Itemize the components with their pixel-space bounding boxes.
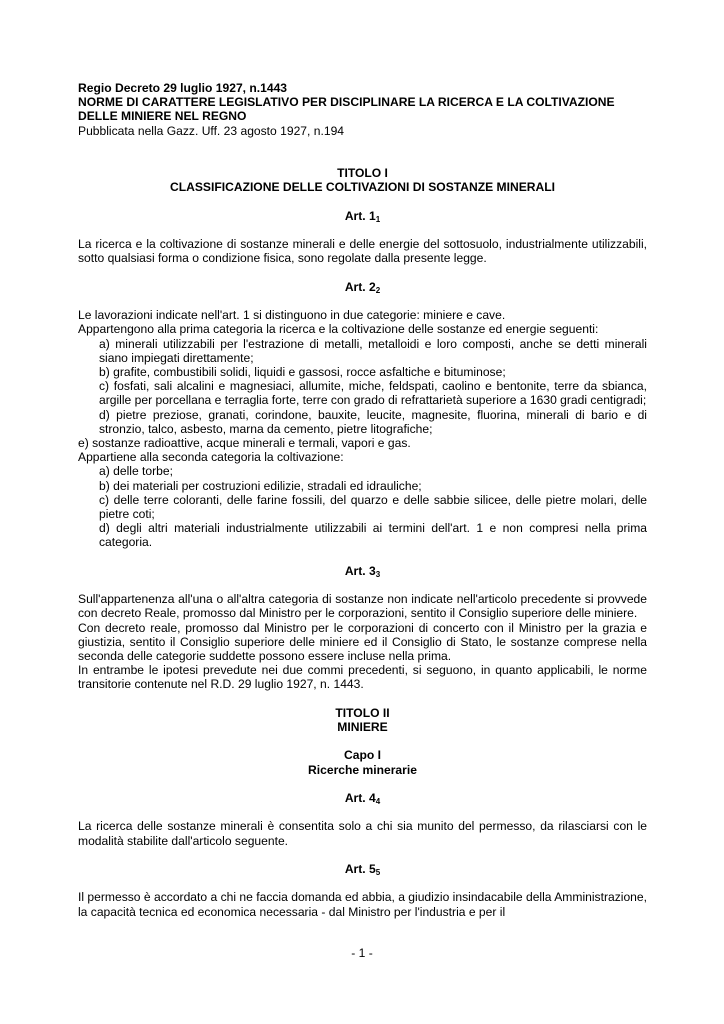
decree-reference: Regio Decreto 29 luglio 1927, n.1443 <box>78 81 288 95</box>
decree-title-line1: NORME DI CARATTERE LEGISLATIVO PER DISCIPLINARE LA RICERCA E LA COLTIVAZIONE <box>78 95 615 110</box>
art-4-text: La ricerca delle sostanze minerali è consentita solo a chi sia munito del permesso, da rilasciarsi con le modalità stabilite dall'articolo seguente. <box>78 819 647 848</box>
page-number: - 1 - <box>351 946 373 960</box>
category-1-item-c: c) fosfati, sali alcalini e magnesiaci, allumite, miche, feldspati, caolino e bentonite, terre da sbianca, argille per porcellana e terraglia forte, terre con grado di refrattarietà superiore a 1630 gradi centigradi; <box>99 379 647 408</box>
category-2-item-c: c) delle terre coloranti, delle farine fossili, del quarzo e delle sabbie silicee, delle pietre molari, delle pietre coti; <box>99 492 647 521</box>
art-2-heading <box>78 280 647 294</box>
art-1-heading <box>78 209 647 223</box>
category-2-item-b: b) dei materiali per costruzioni edilizie, stradali ed idrauliche; <box>99 478 422 493</box>
footnote-ref-3: 3 <box>375 569 381 579</box>
art-3-paragraph-1: Sull'appartenenza all'una o all'altra categoria di sostanze non indicate nell'articolo precedente si provvede con decreto Reale, promosso dal Ministro per le corporazioni, sentito il Consiglio superiore delle miniere. <box>78 592 647 621</box>
art-4-label: Art. 4 <box>344 790 376 805</box>
titolo-2-label: TITOLO II <box>335 705 390 720</box>
art-3-heading <box>78 564 647 578</box>
art-2-label: Art. 2 <box>344 279 376 294</box>
capo-1-label: Capo I <box>344 748 381 763</box>
footnote-ref-4: 4 <box>375 796 381 806</box>
art-5-heading <box>78 862 647 876</box>
art-2-intro-2: Appartengono alla prima categoria la ricerca e la coltivazione delle sostanze ed energie seguenti: <box>78 322 599 337</box>
art-3-paragraph-2: Con decreto reale, promosso dal Ministro per le corporazioni di concerto con il Ministro per la grazia e giustizia, sentito il Consiglio superiore delle miniere ed il Consiglio di Stato, le sostanze comprese nella seconda delle categorie suddette possono essere incluse nella prima. <box>78 620 647 663</box>
category-1-item-b: b) grafite, combustibili solidi, liquidi e gassosi, rocce asfaltiche e bituminose; <box>99 364 506 379</box>
titolo-1-label: TITOLO I <box>337 166 388 181</box>
footnote-ref-2: 2 <box>375 285 381 295</box>
category-1-item-e: e) sostanze radioattive, acque minerali e termali, vapori e gas. <box>78 435 411 450</box>
art-3-label: Art. 3 <box>344 563 376 578</box>
art-2-intro-3: Appartiene alla seconda categoria la coltivazione: <box>78 450 344 465</box>
art-5-label: Art. 5 <box>344 861 376 876</box>
art-4-heading <box>78 791 647 805</box>
art-2-intro-1: Le lavorazioni indicate nell'art. 1 si distinguono in due categorie: miniere e cave. <box>78 308 506 323</box>
titolo-1-heading: CLASSIFICAZIONE DELLE COLTIVAZIONI DI SOSTANZE MINERALI <box>170 180 555 195</box>
category-1-item-a: a) minerali utilizzabili per l'estrazione di metalli, metalloidi e loro composti, anche se detti minerali siano impiegati direttamente; <box>99 336 647 365</box>
document-page <box>78 81 647 919</box>
titolo-2-heading: MINIERE <box>337 720 388 734</box>
decree-title-line2: DELLE MINIERE NEL REGNO <box>78 109 247 124</box>
footnote-ref-5: 5 <box>375 867 381 877</box>
capo-1-heading: Ricerche minerarie <box>308 762 417 777</box>
art-3-paragraph-3: In entrambe le ipotesi prevedute nei due commi precedenti, si seguono, in quanto applicabili, le norme transitorie contenute nel R.D. 29 luglio 1927, n. 1443. <box>78 663 647 692</box>
publication-note: Pubblicata nella Gazz. Uff. 23 agosto 1927, n.194 <box>78 123 345 138</box>
category-2-item-a: a) delle torbe; <box>99 464 173 479</box>
category-2-item-d: d) degli altri materiali industrialmente utilizzabili ai termini dell'art. 1 e non compresi nella prima categoria. <box>99 521 647 550</box>
category-1-item-d: d) pietre preziose, granati, corindone, bauxite, leucite, magnesite, fluorina, minerali di bario e di stronzio, talco, asbesto, marna da cemento, pietre litografiche; <box>99 407 647 436</box>
art-1-text: La ricerca e la coltivazione di sostanze minerali e delle energie del sottosuolo, industrialmente utilizzabili, sotto qualsiasi forma o condizione fisica, sono regolate dalla presente legge. <box>78 237 647 266</box>
art-1-label: Art. 1 <box>344 208 376 223</box>
footnote-ref-1: 1 <box>375 214 381 224</box>
art-5-text: Il permesso è accordato a chi ne faccia domanda ed abbia, a giudizio insindacabile della Amministrazione, la capacità tecnica ed economica necessaria - dal Ministro per l'industria e per il <box>78 890 647 919</box>
